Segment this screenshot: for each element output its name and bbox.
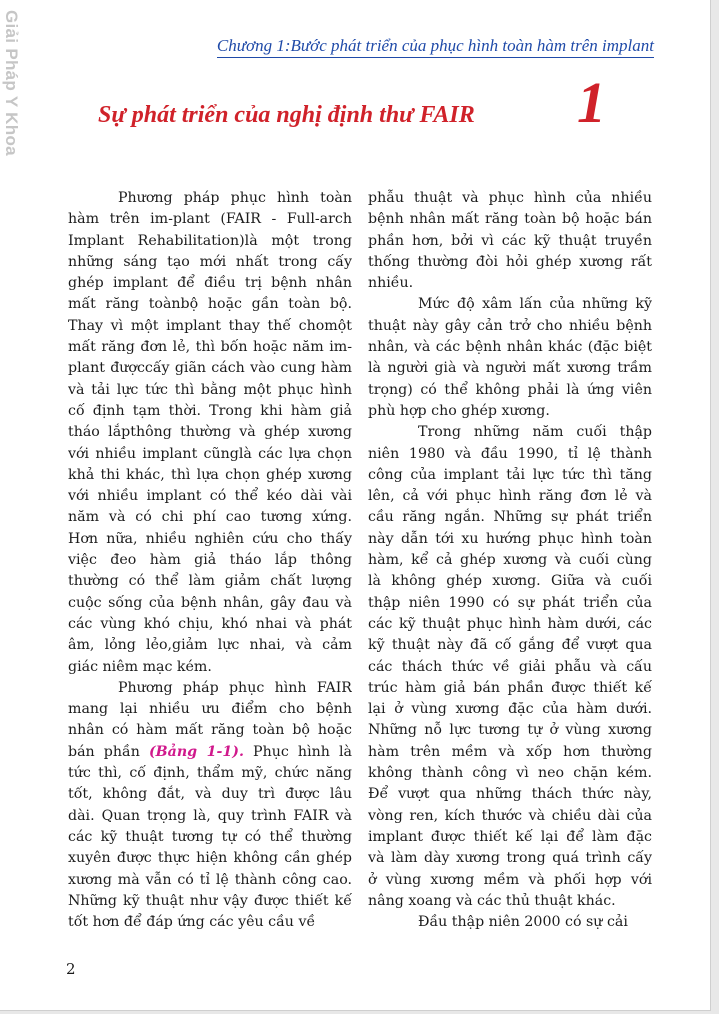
text-line: các kỹ thuật tương tự có thể thường <box>68 828 352 845</box>
text-line: với nhiều implant có thể kéo dài vài <box>68 488 352 505</box>
text-line: ở vùng xương mềm và phối hợp với <box>368 871 652 888</box>
table-reference-link[interactable]: (Bảng 1-1). <box>148 743 244 760</box>
watermark-text: Giải Pháp Y Khoa <box>2 10 21 156</box>
text-line: thường có thể làm giảm chất lượng <box>68 573 352 590</box>
text-line: những sáng tạo mới nhất trong cấy <box>68 253 352 270</box>
text-line: mang lại nhiều ưu điểm cho bệnh <box>68 701 352 718</box>
text-line: mất răng toànbộ hoặc gần toàn bộ. <box>68 296 352 313</box>
right-column <box>368 188 652 933</box>
text-line: Implant Rehabilitation)là một trong <box>68 232 352 249</box>
text-segment: bán phần <box>68 743 149 760</box>
text-line: xương mà vẫn có tỉ lệ thành công cao. <box>68 871 352 888</box>
text-line: mất răng đơn lẻ, thì bốn hoặc năm im- <box>68 339 352 356</box>
page-number: 2 <box>66 960 76 978</box>
text-line: là người già và người mất xương trầm <box>368 360 652 377</box>
text-line: nhiều. <box>368 275 414 292</box>
text-line: phần hơn, bởi vì các kỹ thuật truyền <box>368 232 652 249</box>
section-title: Sự phát triển của nghị định thư FAIR <box>98 102 475 128</box>
text-line: phẫu thuật và phục hình của nhiều <box>368 190 652 206</box>
text-line: dài. Quan trọng là, quy trình FAIR và <box>68 807 352 824</box>
text-line: Trong những năm cuối thập <box>418 424 652 441</box>
text-line: tốt hơn để đáp ứng các yêu cầu về <box>68 914 316 931</box>
text-line: Đầu thập niên 2000 có sự cải <box>418 914 628 931</box>
text-line: cầu răng ngắn. Những sự phát triển <box>368 509 652 526</box>
text-line: Những kỹ thuật như vậy được thiết kế <box>68 892 352 909</box>
text-line: với nhiều implant cũnglà các lựa chọn <box>68 445 352 462</box>
text-line: các kỹ thuật phục hình hàm dưới, các <box>368 615 652 632</box>
text-line: plant đượccấy giãn cách vào cung hàm <box>68 360 352 377</box>
text-line: nâng xoang và các thủ thuật khác. <box>368 892 616 909</box>
text-line: là không ghép xương. Giữa và cuối <box>368 573 652 590</box>
text-line: âm, lỏng lẻo,giảm lực nhai, và cảm <box>68 637 352 654</box>
left-column <box>68 188 352 933</box>
text-line: bệnh nhân mất răng toàn bộ hoặc bán <box>368 211 652 228</box>
watermark <box>2 10 36 156</box>
section-number: 1 <box>577 70 606 135</box>
text-line: này dẫn tới xu hướng phục hình toàn <box>368 530 652 547</box>
text-line: phù hợp cho ghép xương. <box>368 402 550 419</box>
text-line: Để vượt qua những thách thức này, <box>368 786 652 803</box>
text-line: Hơn nữa, nhiều nghiên cứu cho thấy <box>68 530 352 547</box>
text-line: việc đeo hàm giả tháo lắp thông <box>68 552 352 569</box>
text-line: không thành công vì neo chặn kém. <box>368 765 652 782</box>
text-line: thống thường đòi hỏi ghép xương rất <box>368 253 652 270</box>
text-line: tức thì, cố định, thẩm mỹ, chức năng <box>68 765 352 782</box>
text-segment: Phục hình là <box>243 743 352 760</box>
text-line: khả thi khác, thì lựa chọn ghép xương <box>68 466 352 483</box>
text-line: năm và có chi phí cao tương xứng. <box>68 509 352 526</box>
text-line: hàm trên mềm và xốp hơn thường <box>368 743 652 760</box>
text-line: implant được thiết kế lại để làm đặc <box>368 828 652 845</box>
text-line: ghép implant để điều trị bệnh nhân <box>68 275 352 292</box>
text-line: các thách thức về giải phẫu và cấu <box>368 658 652 675</box>
text-line: trọng) có thể không phải là ứng viên <box>368 381 652 398</box>
text-line: Phương pháp phục hình toàn <box>118 190 352 206</box>
text-line: hàm, kể cả ghép xương và cuối cùng <box>368 552 652 569</box>
text-line: tháo lắpthông thường và ghép xương <box>68 424 352 441</box>
text-line: kỹ thuật này đã cố gắng để vượt qua <box>368 637 652 654</box>
text-line <box>68 742 352 763</box>
text-line: trúc hàm giả bán phần được thiết kế <box>368 679 652 696</box>
text-line: Thay vì một implant thay thế chomột <box>68 317 352 334</box>
text-line: Phương pháp phục hình FAIR <box>118 679 352 696</box>
text-line: thuật này gây cản trở cho nhiều bệnh <box>368 317 652 334</box>
text-line: vòng ren, kích thước và chiều dài của <box>368 807 652 824</box>
text-line: thập niên 1990 có sự phát triển của <box>368 594 652 611</box>
chapter-header: Chương 1:Bước phát triển của phục hình toàn hàm trên implant <box>216 36 654 55</box>
text-line: Mức độ xâm lấn của những kỹ <box>418 296 652 313</box>
text-line: nhân, và các bệnh nhân khác (đặc biệt <box>368 339 652 356</box>
text-line: hàm trên im-plant (FAIR - Full-arch <box>68 211 352 228</box>
text-line: cuộc sống của bệnh nhân, gây đau và <box>68 594 352 611</box>
text-line: xuyên được thực hiện không cần ghép <box>68 850 352 867</box>
text-line: niên 1980 và đầu 1990, tỉ lệ thành <box>368 445 652 462</box>
text-line: lại ở vùng xương đặc của hàm dưới. <box>368 701 652 718</box>
text-line: lên, cả với phục hình răng đơn lẻ và <box>368 488 652 505</box>
text-line: công của implant tải lực tức thì tăng <box>368 466 652 483</box>
text-line: tốt, không đắt, và duy trì được lâu <box>68 786 352 803</box>
text-line: và tải lực tức thì bằng một phục hình <box>68 381 352 398</box>
text-line: các vùng khó chịu, khó nhai và phát <box>68 615 352 632</box>
text-line: Những nỗ lực tương tự ở vùng xương <box>368 722 652 739</box>
text-line: nhân có hàm mất răng toàn bộ hoặc <box>68 722 352 739</box>
text-line: cố định tạm thời. Trong khi hàm giả <box>68 402 352 419</box>
text-line: và làm dày xương trong quá trình cấy <box>368 850 652 867</box>
text-line: giác niêm mạc kém. <box>68 658 212 675</box>
